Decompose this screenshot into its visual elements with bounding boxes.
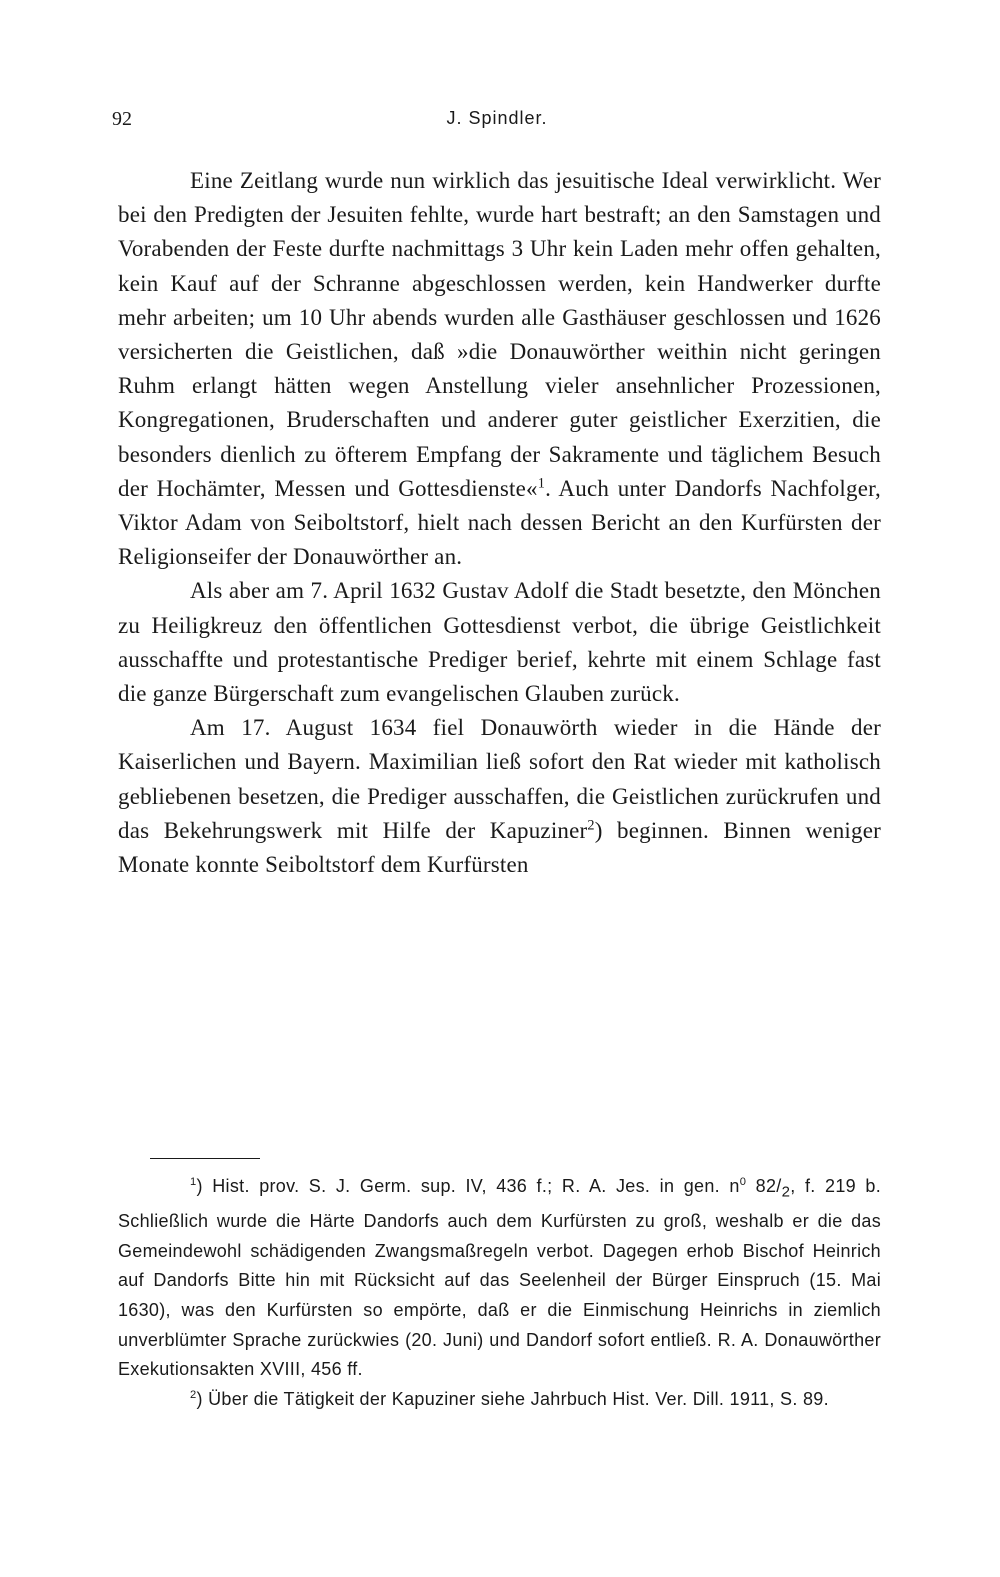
footnote-1-sub: 2 [781, 1183, 791, 1201]
paragraph-2 [118, 574, 881, 711]
footnote-2-text: ) Über die Tätigkeit der Kapuziner siehe Jahrbuch Hist. Ver. Dill. 1911, S. 89. [196, 1388, 829, 1409]
footnote-1-text: ) Hist. prov. S. J. Germ. sup. IV, 436 f.; R. A. Jes. in gen. n [196, 1176, 740, 1196]
footnote-1-text3: , f. 219 b. Schließlich wurde die Härte Dandorfs auch dem Kurfürsten zu groß, weshalb er die das Gemeindewohl schädigenden Zwangsmaßregeln verbot. Dagegen erhob Bischof Heinrich auf Dandorfs Bitte hin mit Rücksicht auf das Seelenheil der Bürger Einspruch (15. Mai 1630), was den Kurfürsten so empörte, daß er die Einmischung Heinrichs in ziemlich unverblümter Sprache zurückwies (20. Juni) und Dandorf sofort entließ. R. A. Donauwörther Exekutionsakten XVIII, 456 ff. [118, 1176, 881, 1380]
footnote-divider [150, 1158, 260, 1159]
paragraph-1-text-after: . Auch unter Dandorfs Nachfolger, Viktor Adam von Seiboltstorf, hielt nach dessen Bericht an den Kurfürsten der Religionseifer der Donauwörther an. [118, 475, 881, 570]
paragraph-1-text: Eine Zeitlang wurde nun wirklich das jesuitische Ideal verwirklicht. Wer bei den Predigten der Jesuiten fehlte, wurde hart bestraft; an den Samstagen und Vorabenden der Feste durfte nachmittags 3 Uhr kein Laden mehr offen gehalten, kein Kauf auf der Schranne abgeschlossen werden, kein Handwerker durfte mehr arbeiten; um 10 Uhr abends wurden alle Gasthäuser geschlossen und 1626 versicherten die Geistlichen, daß »die Donauwörther weithin nicht geringen Ruhm erlangt hätten wegen Anstellung vieler ansehnlicher Prozessionen, Kongregationen, Bruderschaften und anderer guter geistlicher Exerzitien, die besonders dienlich zu öfterem Empfang der Sakramente und täglichem Besuch der Hochämter, Messen und Gottesdienste« [118, 168, 881, 501]
paragraph-2-text: Als aber am 7. April 1632 Gustav Adolf die Stadt besetzte, den Mönchen zu Heiligkreuz den öffentlichen Gottesdienst verbot, die übrige Geistlichkeit ausschaffte und protestantische Prediger berief, kehrte mit einem Schlage fast die ganze Bürgerschaft zum evangelischen Glauben zurück. [118, 578, 881, 707]
footnote-ref-1: 1 [537, 475, 546, 492]
body-text [118, 164, 881, 882]
footnote-ref-2: 2 [587, 817, 595, 834]
footnotes [118, 1172, 881, 1414]
footnote-1 [118, 1172, 881, 1385]
page-header [112, 108, 882, 138]
footnote-1-marker: 1 [190, 1176, 197, 1188]
footnote-2 [118, 1385, 881, 1415]
paragraph-3 [118, 711, 881, 882]
paragraph-3-text: Am 17. August 1634 fiel Donauwörth wieder in die Hände der Kaiserlichen und Bayern. Maximilian ließ sofort den Rat wieder mit katholisch gebliebenen besetzen, die Prediger ausschaffen, die Geistlichen zurückrufen und das Bekehrungswerk mit Hilfe der Kapuziner [118, 715, 881, 843]
footnote-1-text2: 82/ [746, 1176, 782, 1196]
running-head: J. Spindler. [446, 108, 548, 128]
footnote-1-sup: 0 [739, 1176, 747, 1188]
footnote-2-marker: 2 [190, 1388, 197, 1401]
paragraph-1 [118, 164, 881, 574]
paragraph-3-text-after: ) beginnen. Binnen weniger Monate konnte Seiboltstorf dem Kurfürsten [118, 817, 881, 878]
page-number: 92 [112, 108, 132, 130]
